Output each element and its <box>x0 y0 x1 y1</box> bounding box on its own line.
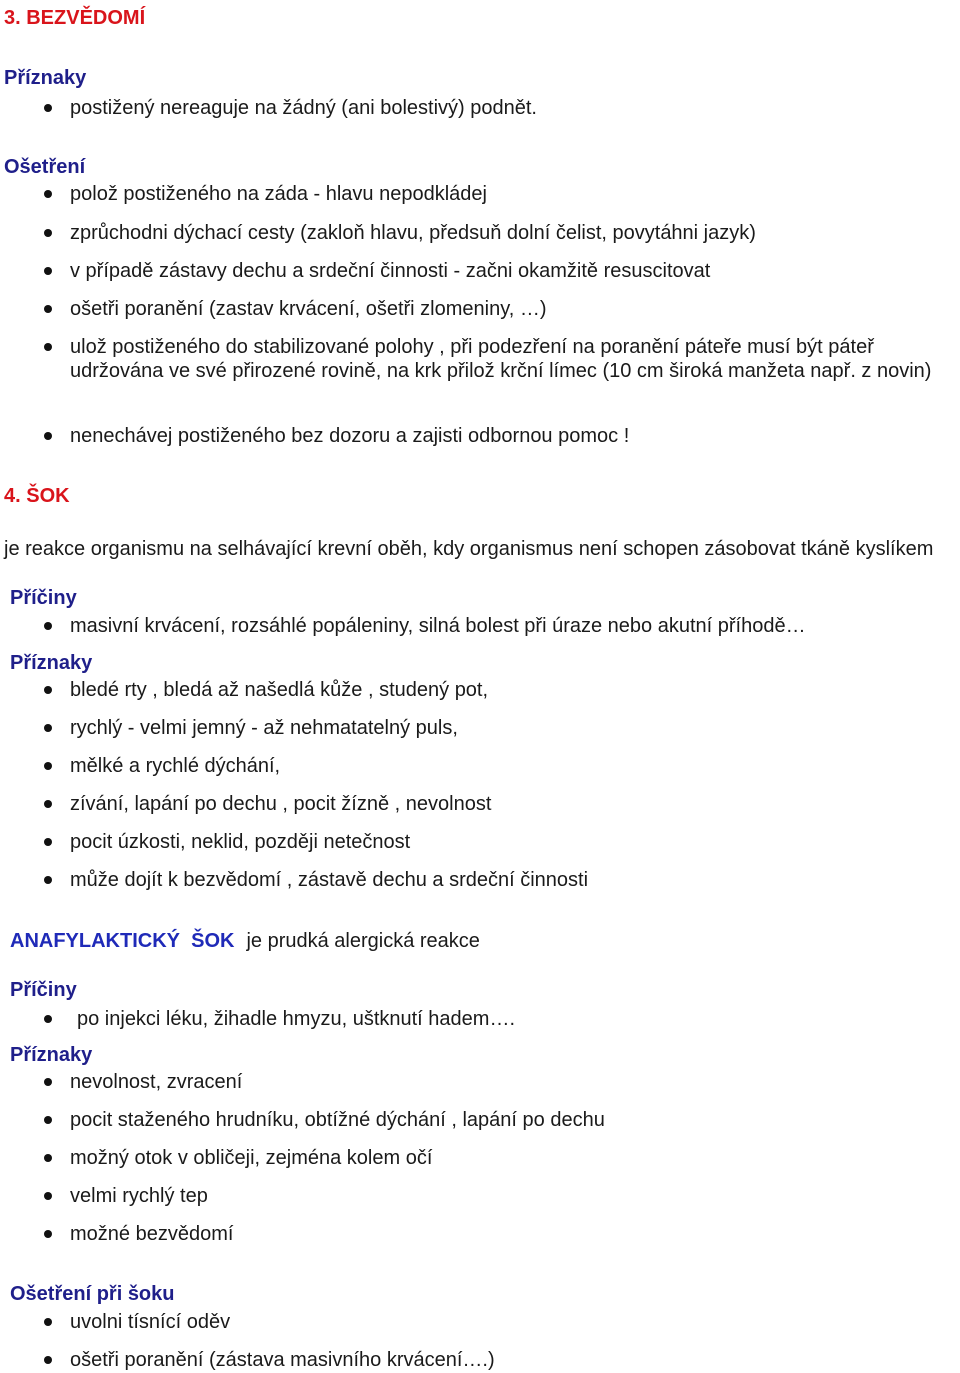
anaphylactic-line <box>10 929 480 953</box>
bullet-icon <box>44 1015 52 1023</box>
list-item: uvolni tísnící oděv <box>70 1311 231 1333</box>
symptoms-heading: Příznaky <box>4 67 87 89</box>
bullet-icon <box>44 686 52 694</box>
list-item: ošetři poranění (zastav krvácení, ošetři zlomeniny, …) <box>70 298 547 320</box>
list-item: ulož postiženého do stabilizované polohy , při podezření na poranění páteře musí být páteř udržována ve své přirozené rovině, na krk přilož krční límec (10 cm široká manžeta např. z novin) <box>70 336 932 382</box>
bullet-icon <box>44 432 52 440</box>
bullet-icon <box>44 267 52 275</box>
list-item: velmi rychlý tep <box>70 1185 208 1207</box>
symptoms-heading: Příznaky <box>10 1044 93 1066</box>
list-item: polož postiženého na záda - hlavu nepodkládej <box>70 183 487 205</box>
bullet-icon <box>44 1192 52 1200</box>
list-item: ošetři poranění (zástava masivního krvácení….) <box>70 1349 495 1371</box>
bullet-icon <box>44 1078 52 1086</box>
bullet-icon <box>44 190 52 198</box>
list-item: postižený nereaguje na žádný (ani bolestivý) podnět. <box>70 97 537 119</box>
list-item: pocit úzkosti, neklid, později netečnost <box>70 831 411 853</box>
list-item: masivní krvácení, rozsáhlé popáleniny, silná bolest při úraze nebo akutní příhodě… <box>70 615 806 637</box>
shock-treatment-heading: Ošetření při šoku <box>10 1283 175 1305</box>
list-item: zprůchodni dýchací cesty (zakloň hlavu, předsuň dolní čelist, povytáhni jazyk) <box>70 222 756 244</box>
section-3-heading: 3. BEZVĚDOMÍ <box>4 7 146 29</box>
list-item: po injekci léku, žihadle hmyzu, uštknutí hadem…. <box>77 1008 515 1030</box>
treatment-heading: Ošetření <box>4 156 86 178</box>
list-item: mělké a rychlé dýchání, <box>70 755 281 777</box>
anaphylactic-title: ANAFYLAKTICKÝ ŠOK <box>10 930 235 952</box>
list-item: rychlý - velmi jemný - až nehmatatelný puls, <box>70 717 458 739</box>
bullet-icon <box>44 1318 52 1326</box>
bullet-icon <box>44 1116 52 1124</box>
bullet-icon <box>44 762 52 770</box>
anaphylactic-description: je prudká alergická reakce <box>246 930 480 952</box>
bullet-icon <box>44 724 52 732</box>
bullet-icon <box>44 1356 52 1364</box>
symptoms-heading: Příznaky <box>10 652 93 674</box>
bullet-icon <box>44 838 52 846</box>
list-item: možný otok v obličeji, zejména kolem očí <box>70 1147 433 1169</box>
list-item: nenechávej postiženého bez dozoru a zajisti odbornou pomoc ! <box>70 425 630 447</box>
bullet-icon <box>44 104 52 112</box>
list-item: pocit staženého hrudníku, obtížné dýchání , lapání po dechu <box>70 1109 605 1131</box>
causes-heading: Příčiny <box>10 979 77 1001</box>
bullet-icon <box>44 622 52 630</box>
causes-heading: Příčiny <box>10 587 77 609</box>
section-4-heading: 4. ŠOK <box>4 485 70 507</box>
bullet-icon <box>44 229 52 237</box>
list-item: v případě zástavy dechu a srdeční činnosti - začni okamžitě resuscitovat <box>70 260 711 282</box>
list-item: nevolnost, zvracení <box>70 1071 243 1093</box>
bullet-icon <box>44 876 52 884</box>
bullet-icon <box>44 305 52 313</box>
bullet-icon <box>44 1154 52 1162</box>
bullet-icon <box>44 343 52 351</box>
list-item: bledé rty , bledá až našedlá kůže , studený pot, <box>70 679 489 701</box>
shock-definition: je reakce organismu na selhávající krevní oběh, kdy organismus není schopen zásobovat tkáně kyslíkem <box>4 538 934 560</box>
list-item: může dojít k bezvědomí , zástavě dechu a srdeční činnosti <box>70 869 589 891</box>
bullet-icon <box>44 1230 52 1238</box>
list-item: možné bezvědomí <box>70 1223 234 1245</box>
bullet-icon <box>44 800 52 808</box>
list-item: zívání, lapání po dechu , pocit žízně , nevolnost <box>70 793 492 815</box>
